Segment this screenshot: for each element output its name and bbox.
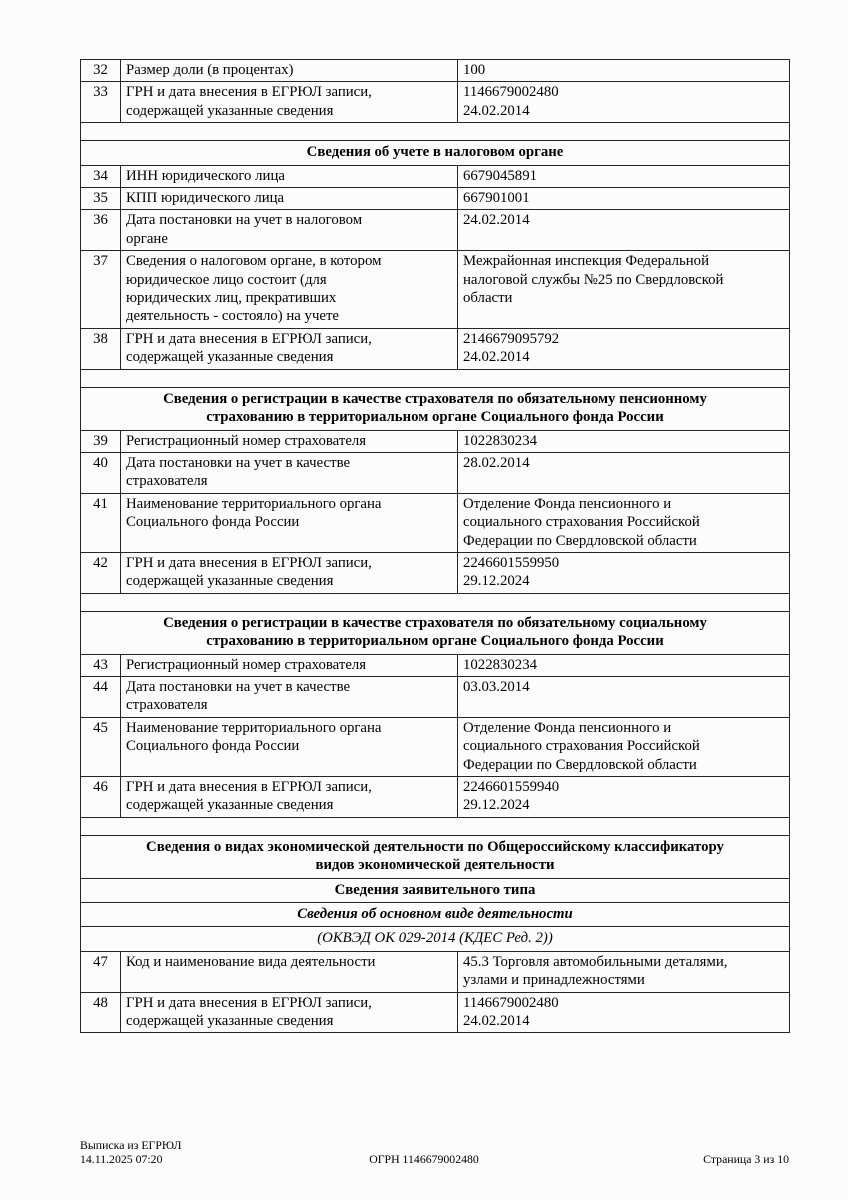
section-header-cell: Сведения об основном виде деятельности xyxy=(81,903,790,927)
footer-ogrn: ОГРН 1146679002480 xyxy=(369,1151,479,1166)
row-label-cell: ГРН и дата внесения в ЕГРЮЛ записи, содержащей указанные сведения xyxy=(121,552,458,593)
section-header-cell: (ОКВЭД ОК 029-2014 (КДЕС Ред. 2)) xyxy=(81,927,790,951)
row-number-cell: 40 xyxy=(81,452,121,493)
row-label-cell: ГРН и дата внесения в ЕГРЮЛ записи, содержащей указанные сведения xyxy=(121,328,458,369)
row-value-cell: 03.03.2014 xyxy=(458,676,790,717)
row-number-cell: 34 xyxy=(81,165,121,187)
row-value-cell: 1146679002480 24.02.2014 xyxy=(458,82,790,123)
section-header-cell: Сведения заявительного типа xyxy=(81,878,790,902)
section-header-cell: Сведения о видах экономической деятельности по Общероссийскому классификатору видов экономической деятельности xyxy=(81,835,790,878)
section-header-row xyxy=(81,387,790,430)
row-number-cell: 44 xyxy=(81,676,121,717)
table-row xyxy=(81,82,790,123)
row-value-cell: Отделение Фонда пенсионного и социального страхования Российской Федерации по Свердловской области xyxy=(458,717,790,776)
table-row xyxy=(81,951,790,992)
row-number-cell: 38 xyxy=(81,328,121,369)
spacer-cell xyxy=(81,817,790,835)
row-label-cell: Сведения о налоговом органе, в котором юридическое лицо состоит (для юридических лиц, прекративших деятельность - состояло) на учете xyxy=(121,251,458,329)
table-row xyxy=(81,493,790,552)
row-number-cell: 41 xyxy=(81,493,121,552)
row-value-cell: 2246601559940 29.12.2024 xyxy=(458,777,790,818)
row-value-cell: 1022830234 xyxy=(458,654,790,676)
section-header-row xyxy=(81,611,790,654)
row-value-cell: 2146679095792 24.02.2014 xyxy=(458,328,790,369)
row-value-cell: Межрайонная инспекция Федеральной налоговой службы №25 по Свердловской области xyxy=(458,251,790,329)
section-header-row xyxy=(81,927,790,951)
row-label-cell: Регистрационный номер страхователя xyxy=(121,430,458,452)
table-row xyxy=(81,552,790,593)
row-number-cell: 45 xyxy=(81,717,121,776)
row-value-cell: 1146679002480 24.02.2014 xyxy=(458,992,790,1033)
row-label-cell: КПП юридического лица xyxy=(121,188,458,210)
table-row xyxy=(81,430,790,452)
row-value-cell: 6679045891 xyxy=(458,165,790,187)
section-header-cell: Сведения об учете в налоговом органе xyxy=(81,141,790,165)
table-row xyxy=(81,165,790,187)
row-number-cell: 46 xyxy=(81,777,121,818)
row-value-cell: 45.3 Торговля автомобильными деталями, узлами и принадлежностями xyxy=(458,951,790,992)
row-value-cell: 667901001 xyxy=(458,188,790,210)
row-label-cell: Наименование территориального органа Социального фонда России xyxy=(121,717,458,776)
table-row xyxy=(81,210,790,251)
footer-page-number: Страница 3 из 10 xyxy=(703,1151,789,1166)
table-row xyxy=(81,328,790,369)
section-header-cell: Сведения о регистрации в качестве страхователя по обязательному пенсионному страхованию в территориальном органе Социального фонда России xyxy=(81,387,790,430)
footer-generated-at: 14.11.2025 07:20 xyxy=(80,1151,163,1166)
row-number-cell: 32 xyxy=(81,60,121,82)
row-number-cell: 43 xyxy=(81,654,121,676)
row-value-cell: 24.02.2014 xyxy=(458,210,790,251)
row-label-cell: Регистрационный номер страхователя xyxy=(121,654,458,676)
row-label-cell: Наименование территориального органа Социального фонда России xyxy=(121,493,458,552)
row-label-cell: Код и наименование вида деятельности xyxy=(121,951,458,992)
row-number-cell: 48 xyxy=(81,992,121,1033)
row-value-cell: 28.02.2014 xyxy=(458,452,790,493)
spacer-row xyxy=(81,817,790,835)
footer-doc-type: Выписка из ЕГРЮЛ xyxy=(80,1138,182,1152)
row-value-cell: 100 xyxy=(458,60,790,82)
table-row xyxy=(81,452,790,493)
table-row xyxy=(81,654,790,676)
row-label-cell: ГРН и дата внесения в ЕГРЮЛ записи, содержащей указанные сведения xyxy=(121,992,458,1033)
row-label-cell: ИНН юридического лица xyxy=(121,165,458,187)
spacer-row xyxy=(81,369,790,387)
section-header-row xyxy=(81,903,790,927)
egrul-extract-table xyxy=(80,59,790,1033)
table-row xyxy=(81,992,790,1033)
row-number-cell: 47 xyxy=(81,951,121,992)
spacer-row xyxy=(81,593,790,611)
table-row xyxy=(81,676,790,717)
section-header-row xyxy=(81,878,790,902)
row-label-cell: Размер доли (в процентах) xyxy=(121,60,458,82)
table-row xyxy=(81,251,790,329)
row-number-cell: 36 xyxy=(81,210,121,251)
spacer-cell xyxy=(81,593,790,611)
row-number-cell: 37 xyxy=(81,251,121,329)
row-number-cell: 35 xyxy=(81,188,121,210)
row-number-cell: 33 xyxy=(81,82,121,123)
row-value-cell: 1022830234 xyxy=(458,430,790,452)
spacer-cell xyxy=(81,123,790,141)
table-row xyxy=(81,717,790,776)
section-header-cell: Сведения о регистрации в качестве страхователя по обязательному социальному страхованию в территориальном органе Социального фонда России xyxy=(81,611,790,654)
row-label-cell: Дата постановки на учет в качестве страхователя xyxy=(121,676,458,717)
spacer-row xyxy=(81,123,790,141)
table-row xyxy=(81,188,790,210)
row-number-cell: 39 xyxy=(81,430,121,452)
row-value-cell: Отделение Фонда пенсионного и социального страхования Российской Федерации по Свердловской области xyxy=(458,493,790,552)
row-value-cell: 2246601559950 29.12.2024 xyxy=(458,552,790,593)
table-row xyxy=(81,60,790,82)
row-label-cell: ГРН и дата внесения в ЕГРЮЛ записи, содержащей указанные сведения xyxy=(121,777,458,818)
egrul-table-body xyxy=(81,60,790,1033)
row-label-cell: Дата постановки на учет в налоговом органе xyxy=(121,210,458,251)
section-header-row xyxy=(81,141,790,165)
table-row xyxy=(81,777,790,818)
row-label-cell: ГРН и дата внесения в ЕГРЮЛ записи, содержащей указанные сведения xyxy=(121,82,458,123)
egrul-extract-table-wrap xyxy=(80,59,789,1033)
spacer-cell xyxy=(81,369,790,387)
row-label-cell: Дата постановки на учет в качестве страхователя xyxy=(121,452,458,493)
section-header-row xyxy=(81,835,790,878)
row-number-cell: 42 xyxy=(81,552,121,593)
